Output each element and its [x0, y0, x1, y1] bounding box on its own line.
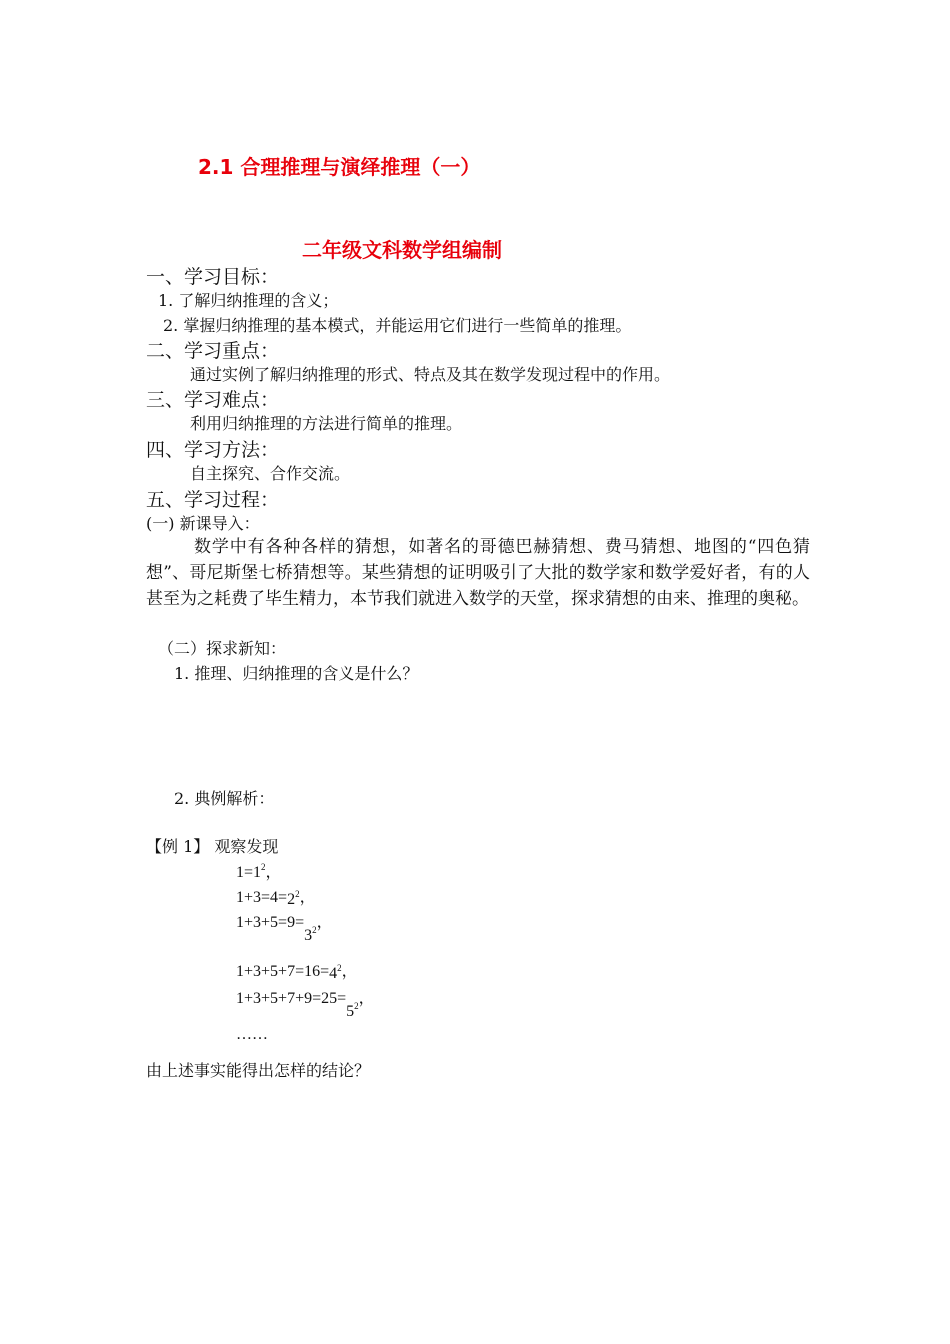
equation-lhs: 1+3=4= — [236, 889, 288, 906]
equation-lhs: 1= — [236, 864, 254, 881]
question-2: 2. 典例解析： — [174, 789, 275, 808]
intro-paragraph: 数学中有各种各样的猜想，如著名的哥德巴赫猜想、费马猜想、地图的“四色猜想”、哥尼斯堡七桥猜想等。某些猜想的证明吸引了大批的数学家和数学爱好者，有的人甚至为之耗费了毕生精力，本节我们就进入数学的天堂，探求猜想的由来、推理的奥秘。 — [146, 537, 810, 609]
equation-base: 2 — [287, 891, 296, 908]
equation-tail: ， — [341, 963, 358, 980]
question-1: 1. 推理、归纳推理的含义是什么？ — [174, 664, 419, 683]
equation-lhs: 1+3+5+7=16= — [236, 963, 330, 980]
document-subtitle: 二年级文科数学组编制 — [302, 238, 502, 262]
equation-tail: ， — [358, 990, 375, 1007]
goal-item-1: 1. 了解归纳推理的含义； — [158, 291, 339, 310]
equation-row-5 — [236, 985, 375, 1020]
section-heading-goals: 一、学习目标： — [146, 266, 280, 288]
goal-item-2: 2. 掌握归纳推理的基本模式，并能运用它们进行一些简单的推理。 — [163, 316, 632, 335]
equation-exponent: 2 — [295, 889, 300, 899]
equation-ellipsis: …… — [236, 1026, 268, 1043]
equation-tail: ， — [265, 864, 282, 881]
equation-row-4 — [236, 958, 358, 981]
process-part1-heading: (一) 新课导入： — [146, 514, 260, 533]
equation-row-2 — [236, 884, 316, 907]
equation-exponent: 2 — [312, 925, 317, 935]
equation-base: 1 — [253, 864, 262, 881]
equation-tail: ， — [299, 889, 316, 906]
difficulties-text: 利用归纳推理的方法进行简单的推理。 — [190, 414, 463, 433]
equation-exponent: 2 — [261, 862, 266, 872]
equation-row-3 — [236, 909, 333, 944]
equation-base: 3 — [304, 927, 313, 944]
equation-base: 5 — [346, 1003, 355, 1020]
methods-text: 自主探究、合作交流。 — [190, 464, 351, 483]
equation-exponent: 2 — [337, 963, 342, 973]
section-heading-methods: 四、学习方法： — [146, 439, 280, 461]
section-heading-key-points: 二、学习重点： — [146, 340, 280, 362]
key-points-text: 通过实例了解归纳推理的形式、特点及其在数学发现过程中的作用。 — [190, 365, 671, 384]
equation-exponent: 2 — [354, 1001, 359, 1011]
equation-base: 4 — [329, 965, 338, 982]
document-title: 2.1 合理推理与演绎推理（一） — [198, 155, 481, 179]
example-1-label: 【例 1】 观察发现 — [146, 837, 279, 856]
equation-row-1 — [236, 859, 282, 882]
equation-tail: ， — [316, 914, 333, 931]
equation-lhs: 1+3+5+7+9=25= — [236, 990, 347, 1007]
section-heading-difficulties: 三、学习难点： — [146, 389, 280, 411]
process-part2-heading: （二）探求新知： — [158, 639, 287, 658]
section-heading-process: 五、学习过程： — [146, 489, 280, 511]
example-1-question: 由上述事实能得出怎样的结论？ — [146, 1061, 371, 1080]
equation-lhs: 1+3+5=9= — [236, 914, 305, 931]
